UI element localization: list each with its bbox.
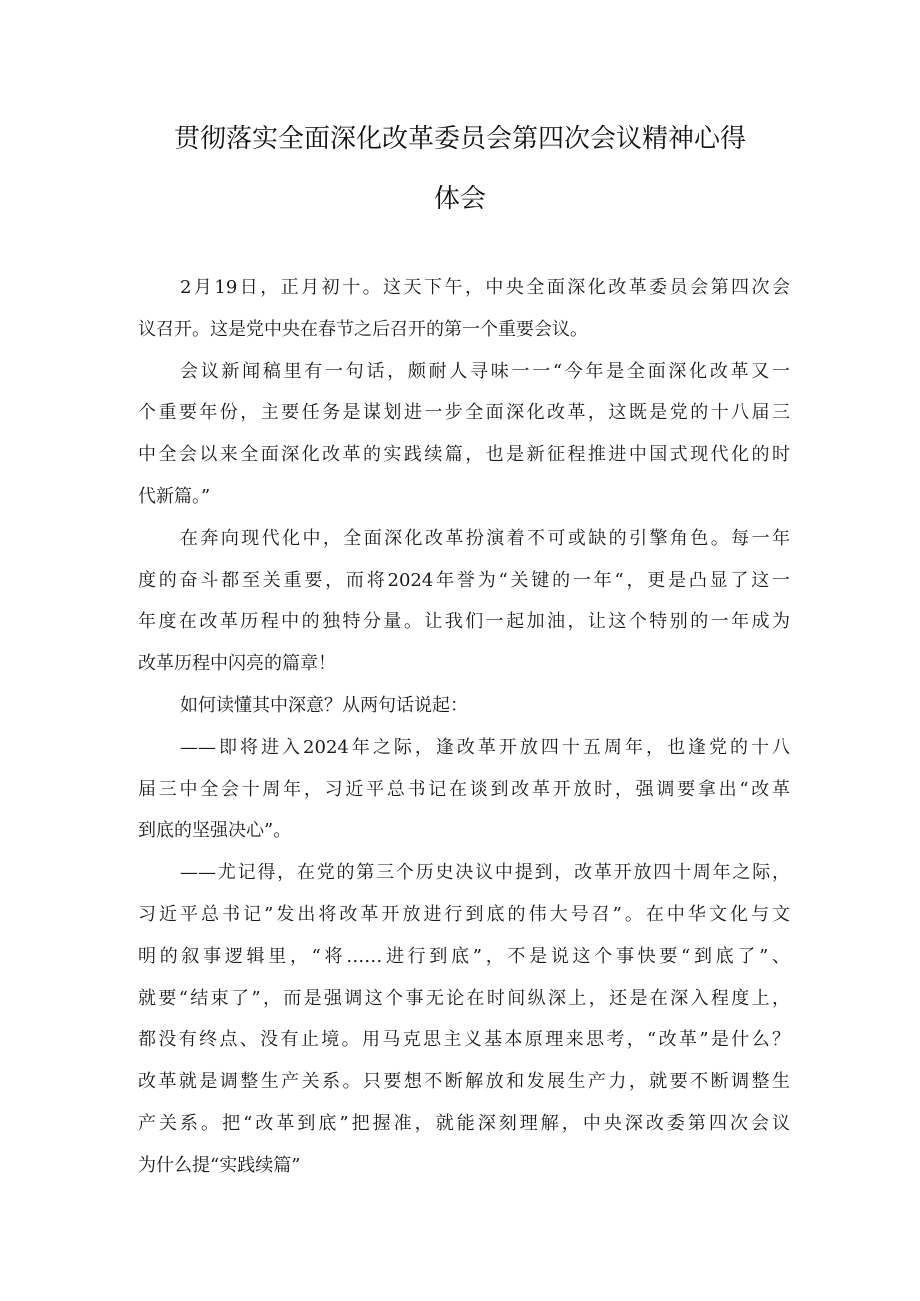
body-line: ——即将进入2024年之际，逢改革开放四十五周年，也逢党的十八 — [180, 737, 790, 758]
body-line: 中全会以来全面深化改革的实践续篇，也是新征程推进中国式现代化的时 — [138, 444, 790, 465]
body-line: 到底的坚强决心”。 — [138, 820, 292, 841]
body-line: 个重要年份，主要任务是谋划进一步全面深化改革，这既是党的十八届三 — [138, 402, 790, 423]
body-line: 会议新闻稿里有一句话，颇耐人寻味一一“今年是全面深化改革又一 — [180, 361, 790, 382]
body-line: 在奔向现代化中，全面深化改革扮演着不可或缺的引擎角色。每一年 — [180, 528, 790, 549]
body-line: 2月19日，正月初十。这天下午，中央全面深化改革委员会第四次会 — [180, 277, 790, 298]
body-line: 为什么提“实践续篇” — [138, 1155, 301, 1176]
body-line: 届三中全会十周年，习近平总书记在谈到改革开放时，强调要拿出“改革 — [138, 779, 790, 800]
body-line: 都没有终点、没有止境。用马克思主义基本原理来思考，“改革”是什么？ — [138, 1029, 790, 1050]
body-line: 如何读懂其中深意？从两句话说起： — [180, 695, 468, 716]
body-line: 议召开。这是党中央在春节之后召开的第一个重要会议。 — [138, 319, 588, 340]
body-line: 产关系。把“改革到底”把握准，就能深刻理解，中央深改委第四次会议 — [138, 1113, 790, 1134]
document-title-line-2: 体会 — [433, 184, 486, 214]
body-line: 就要“结束了”，而是强调这个事无论在时间纵深上，还是在深入程度上， — [138, 988, 790, 1009]
body-line: 代新篇。” — [138, 486, 211, 507]
body-line: ——尤记得，在党的第三个历史决议中提到，改革开放四十周年之际， — [180, 862, 790, 883]
body-line: 年度在改革历程中的独特分量。让我们一起加油，让这个特别的一年成为 — [138, 611, 790, 632]
body-line: 习近平总书记”发出将改革开放进行到底的伟大号召”。在中华文化与文 — [138, 904, 790, 925]
document-title-line-1: 贯彻落实全面深化改革委员会第四次会议精神心得 — [173, 124, 746, 154]
body-line: 改革历程中闪亮的篇章！ — [138, 653, 336, 674]
body-line: 改革就是调整生产关系。只要想不断解放和发展生产力，就要不断调整生 — [138, 1071, 790, 1092]
body-line: 度的奋斗都至关重要，而将2024年誉为“关键的一年“，更是凸显了这一 — [138, 570, 790, 591]
body-line: 明的叙事逻辑里，“将……进行到底”，不是说这个事快要“到底了”、 — [138, 946, 790, 967]
